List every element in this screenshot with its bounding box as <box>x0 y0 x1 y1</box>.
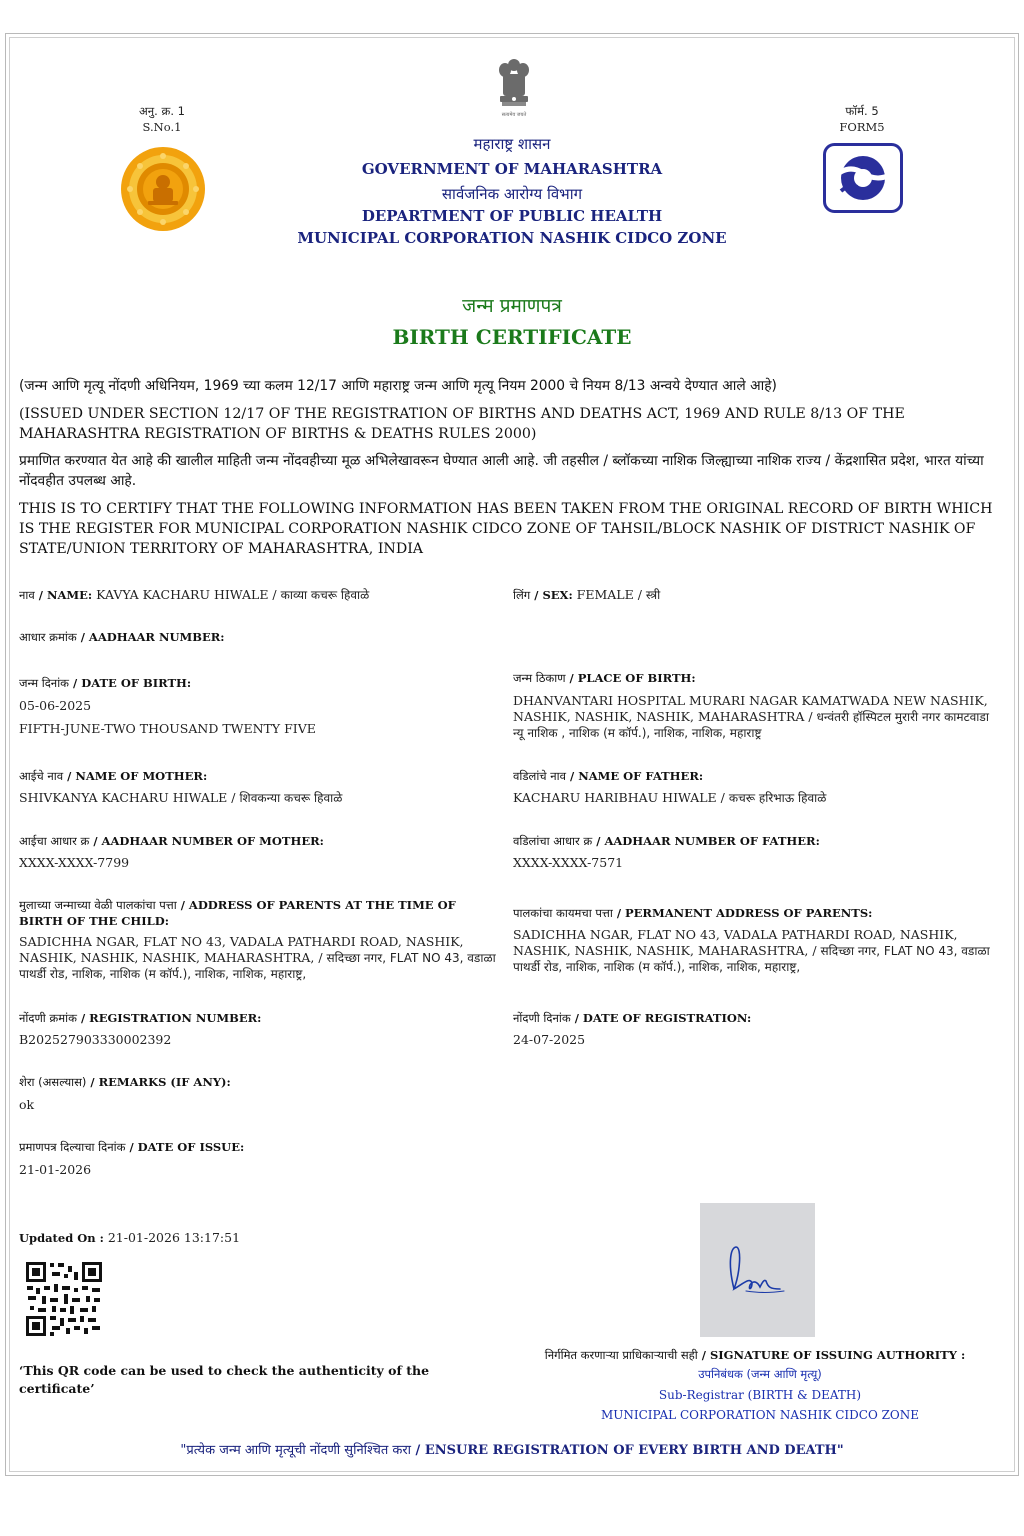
pob-value-en: DHANVANTARI HOSPITAL MURARI NAGAR KAMATWADA NEW NASHIK, NASHIK, NASHIK, NASHIK, MAHARASHTRA / <box>513 693 988 724</box>
form-number-mr: फॉर्म. 5 <box>845 104 879 118</box>
certify-statement-mr: प्रमाणित करण्यात येत आहे की खालील माहिती जन्म नोंदवहीच्या मूळ अभिलेखावरून घेण्यात आली आहे. जी तहसील / ब्लॉकच्या नाशिक जिल्ह्याच्या नाशिक राज्य / केंद्रशासित प्रदेश, भारत यांच्या नोंदवहीत उपलब्ध आहे. <box>19 453 984 489</box>
mother-aadhaar-value: XXXX-XXXX-7799 <box>19 855 130 870</box>
address-perm-label-en: / PERMANENT ADDRESS OF PARENTS: <box>612 906 873 920</box>
issue-date-value: 21-01-2026 <box>19 1162 92 1177</box>
registration-number-label-mr: नोंदणी क्रमांक <box>19 1011 77 1025</box>
department-name-en: DEPARTMENT OF PUBLIC HEALTH <box>361 207 663 225</box>
department-name-mr: सार्वजनिक आरोग्य विभाग <box>441 185 583 203</box>
issue-date-label-mr: प्रमाणपत्र दिल्याचा दिनांक <box>19 1140 126 1154</box>
sex-field <box>513 587 1003 603</box>
issued-under-en: (ISSUED UNDER SECTION 12/17 OF THE REGISTRATION OF BIRTHS AND DEATHS ACT, 1969 AND RULE 8/13 OF THE MAHARASHTRA REGISTRATION OF BIRTHS & DEATHS RULES 2000) <box>19 406 905 442</box>
footer-slogan-mr: "प्रत्येक जन्म आणि मृत्यूची नोंदणी सुनिश्चित करा <box>180 1443 412 1458</box>
remarks-label-mr: शेरा (असल्यास) <box>19 1075 87 1089</box>
certify-statement-en: THIS IS TO CERTIFY THAT THE FOLLOWING INFORMATION HAS BEEN TAKEN FROM THE ORIGINAL RECORD OF BIRTH WHICH IS THE REGISTER FOR MUNICIPAL CORPORATION NASHIK CIDCO ZONE OF TAHSIL/BLOCK NASHIK OF DISTRICT NASHIK OF STATE/UNION TERRITORY OF MAHARASHTRA, INDIA <box>19 501 993 557</box>
registration-date-label-en: / DATE OF REGISTRATION: <box>570 1011 752 1025</box>
remarks-label-en: / REMARKS (IF ANY): <box>86 1075 231 1089</box>
pob-value <box>513 693 1003 741</box>
mother-name-label-en: / NAME OF MOTHER: <box>63 769 208 783</box>
signature-label-mr: निर्गमित करणाऱ्या प्राधिकाऱ्याची सही <box>544 1348 698 1362</box>
qr-code-icon[interactable] <box>24 1260 104 1338</box>
registration-date-value: 24-07-2025 <box>513 1032 586 1047</box>
pob-label <box>513 670 1003 686</box>
registration-number-label <box>19 1010 499 1026</box>
address-perm-value <box>513 927 1003 975</box>
registration-number-label-en: / REGISTRATION NUMBER: <box>76 1011 262 1025</box>
serial-number-mr: अनु. क्र. 1 <box>139 104 185 118</box>
name-value-mr: काव्या कचरू हिवाळे <box>280 588 370 602</box>
name-value: KAVYA KACHARU HIWALE / <box>92 587 281 602</box>
signatory-role-mr: उपनिबंधक (जन्म आणि मृत्यू) <box>698 1367 822 1381</box>
signature-label-en: / SIGNATURE OF ISSUING AUTHORITY : <box>697 1348 966 1362</box>
signatory-role-en: Sub-Registrar (BIRTH & DEATH) <box>658 1388 862 1402</box>
remarks-value: ok <box>19 1097 35 1112</box>
issued-under-mr: (जन्म आणि मृत्यू नोंदणी अधिनियम, 1969 च्या कलम 12/17 आणि महाराष्ट्र जन्म आणि मृत्यू नियम 2000 चे नियम 8/13 अन्वये देण्यात आले आहे) <box>19 378 777 394</box>
address-birth-label-en: / ADDRESS OF PARENTS AT THE TIME OF BIRTH OF THE CHILD: <box>19 898 456 928</box>
form-number <box>812 103 912 135</box>
address-birth-value-en: SADICHHA NGAR, FLAT NO 43, VADALA PATHARDI ROAD, NASHIK, NASHIK, NASHIK, NASHIK, MAHARASHTRA, / <box>19 934 464 965</box>
address-perm-label <box>513 905 1003 921</box>
dob-label-mr: जन्म दिनांक <box>19 676 70 690</box>
dob-value: 05-06-2025 <box>19 698 92 713</box>
footer-slogan <box>20 1440 1004 1458</box>
name-field <box>19 587 499 603</box>
mother-aadhaar-label <box>19 833 499 849</box>
father-name-value-en: KACHARU HARIBHAU HIWALE / <box>513 790 729 805</box>
state-name-mr: महाराष्ट्र शासन <box>473 135 551 153</box>
aadhaar-label-mr: आधार क्रमांक <box>19 630 77 644</box>
dob-label <box>19 675 499 691</box>
father-name-label <box>513 768 1003 784</box>
certificate-title-mr: जन्म प्रमाणपत्र <box>462 295 562 317</box>
signature-label <box>520 1347 990 1363</box>
address-birth-label-mr: मुलाच्या जन्माच्या वेळी पालकांचा पत्ता <box>19 898 177 912</box>
mother-name-label-mr: आईचे नाव <box>19 769 64 783</box>
sex-value: FEMALE / <box>572 587 646 602</box>
sex-label-en: / SEX: <box>530 588 573 602</box>
updated-on-label: Updated On : <box>19 1231 104 1245</box>
registration-date-label-mr: नोंदणी दिनांक <box>513 1011 571 1025</box>
address-birth-value-mr: सदिच्छा नगर, FLAT NO 43, वडाळा पाथर्डी रोड, नाशिक, नाशिक (म कॉर्प.), नाशिक, नाशिक, महाराष्ट्र, <box>19 951 496 981</box>
mother-aadhaar-label-mr: आईचा आधार क्र <box>19 834 90 848</box>
sex-label-mr: लिंग <box>513 588 531 602</box>
serial-number-en: S.No.1 <box>142 120 182 134</box>
dob-words: FIFTH-JUNE-TWO THOUSAND TWENTY FIVE <box>19 721 316 736</box>
address-perm-value-mr: सदिच्छा नगर, FLAT NO 43, वडाळा पाथर्डी रोड, नाशिक, नाशिक (म कॉर्प.), नाशिक, नाशिक, महाराष्ट्र, <box>513 944 990 974</box>
address-perm-value-en: SADICHHA NGAR, FLAT NO 43, VADALA PATHARDI ROAD, NASHIK, NASHIK, NASHIK, NASHIK, MAHARASHTRA, / <box>513 927 958 958</box>
dob-label-en: / DATE OF BIRTH: <box>69 676 192 690</box>
page-border-inner <box>9 37 1015 1472</box>
father-name-value-mr: कचरू हरिभाऊ हिवाळे <box>728 791 827 805</box>
pob-label-en: / PLACE OF BIRTH: <box>565 671 696 685</box>
emblem-motto: सत्यमेव जयते <box>501 112 527 118</box>
registration-date-label <box>513 1010 1003 1026</box>
remarks-label <box>19 1074 499 1090</box>
maharashtra-seal-icon <box>120 146 206 232</box>
footer-slogan-en: / ENSURE REGISTRATION OF EVERY BIRTH AND DEATH" <box>411 1443 844 1458</box>
updated-on-value: 21-01-2026 13:17:51 <box>103 1230 241 1245</box>
qr-code-note: ‘This QR code can be used to check the authenticity of the certificate’ <box>19 1363 430 1396</box>
national-emblem-icon <box>494 56 534 120</box>
serial-number <box>120 103 204 135</box>
father-name-label-en: / NAME OF FATHER: <box>566 769 704 783</box>
health-department-logo-icon <box>823 143 903 213</box>
mother-name-value <box>19 790 499 806</box>
mother-aadhaar-label-en: / AADHAAR NUMBER OF MOTHER: <box>89 834 324 848</box>
registration-number-value: B202527903330002392 <box>19 1032 172 1047</box>
signature-image <box>700 1203 815 1337</box>
certificate-title-en: BIRTH CERTIFICATE <box>392 325 632 349</box>
father-name-label-mr: वडिलांचे नाव <box>513 769 567 783</box>
address-birth-label <box>19 897 494 929</box>
father-name-value <box>513 790 1003 806</box>
address-birth-value <box>19 934 499 982</box>
father-aadhaar-label <box>513 833 1003 849</box>
aadhaar-label-en: / AADHAAR NUMBER: <box>76 630 225 644</box>
signatory-office: MUNICIPAL CORPORATION NASHIK CIDCO ZONE <box>600 1408 920 1422</box>
form-number-en: FORM5 <box>839 120 885 134</box>
updated-on <box>19 1230 499 1246</box>
pob-value-mr: धन्वंतरी हॉस्पिटल मुरारी नगर कामटवाडा न्यू नाशिक , नाशिक (म कॉर्प.), नाशिक, नाशिक, महाराष्ट्र <box>513 710 989 740</box>
mother-name-label <box>19 768 499 784</box>
issue-date-label-en: / DATE OF ISSUE: <box>125 1140 245 1154</box>
mother-name-value-mr: शिवकन्या कचरू हिवाळे <box>239 791 343 805</box>
corporation-name: MUNICIPAL CORPORATION NASHIK CIDCO ZONE <box>297 229 727 247</box>
name-label-en: / NAME: <box>34 588 93 602</box>
mother-name-value-en: SHIVKANYA KACHARU HIWALE / <box>19 790 240 805</box>
father-aadhaar-label-en: / AADHAAR NUMBER OF FATHER: <box>592 834 820 848</box>
address-perm-label-mr: पालकांचा कायमचा पत्ता <box>513 906 613 920</box>
name-label-mr: नाव <box>19 588 35 602</box>
issue-date-label <box>19 1139 499 1155</box>
pob-label-mr: जन्म ठिकाण <box>513 671 566 685</box>
aadhaar-field <box>19 629 499 645</box>
sex-value-mr: स्त्री <box>645 588 661 602</box>
state-name-en: GOVERNMENT OF MAHARASHTRA <box>361 160 663 178</box>
father-aadhaar-label-mr: वडिलांचा आधार क्र <box>513 834 593 848</box>
father-aadhaar-value: XXXX-XXXX-7571 <box>513 855 624 870</box>
